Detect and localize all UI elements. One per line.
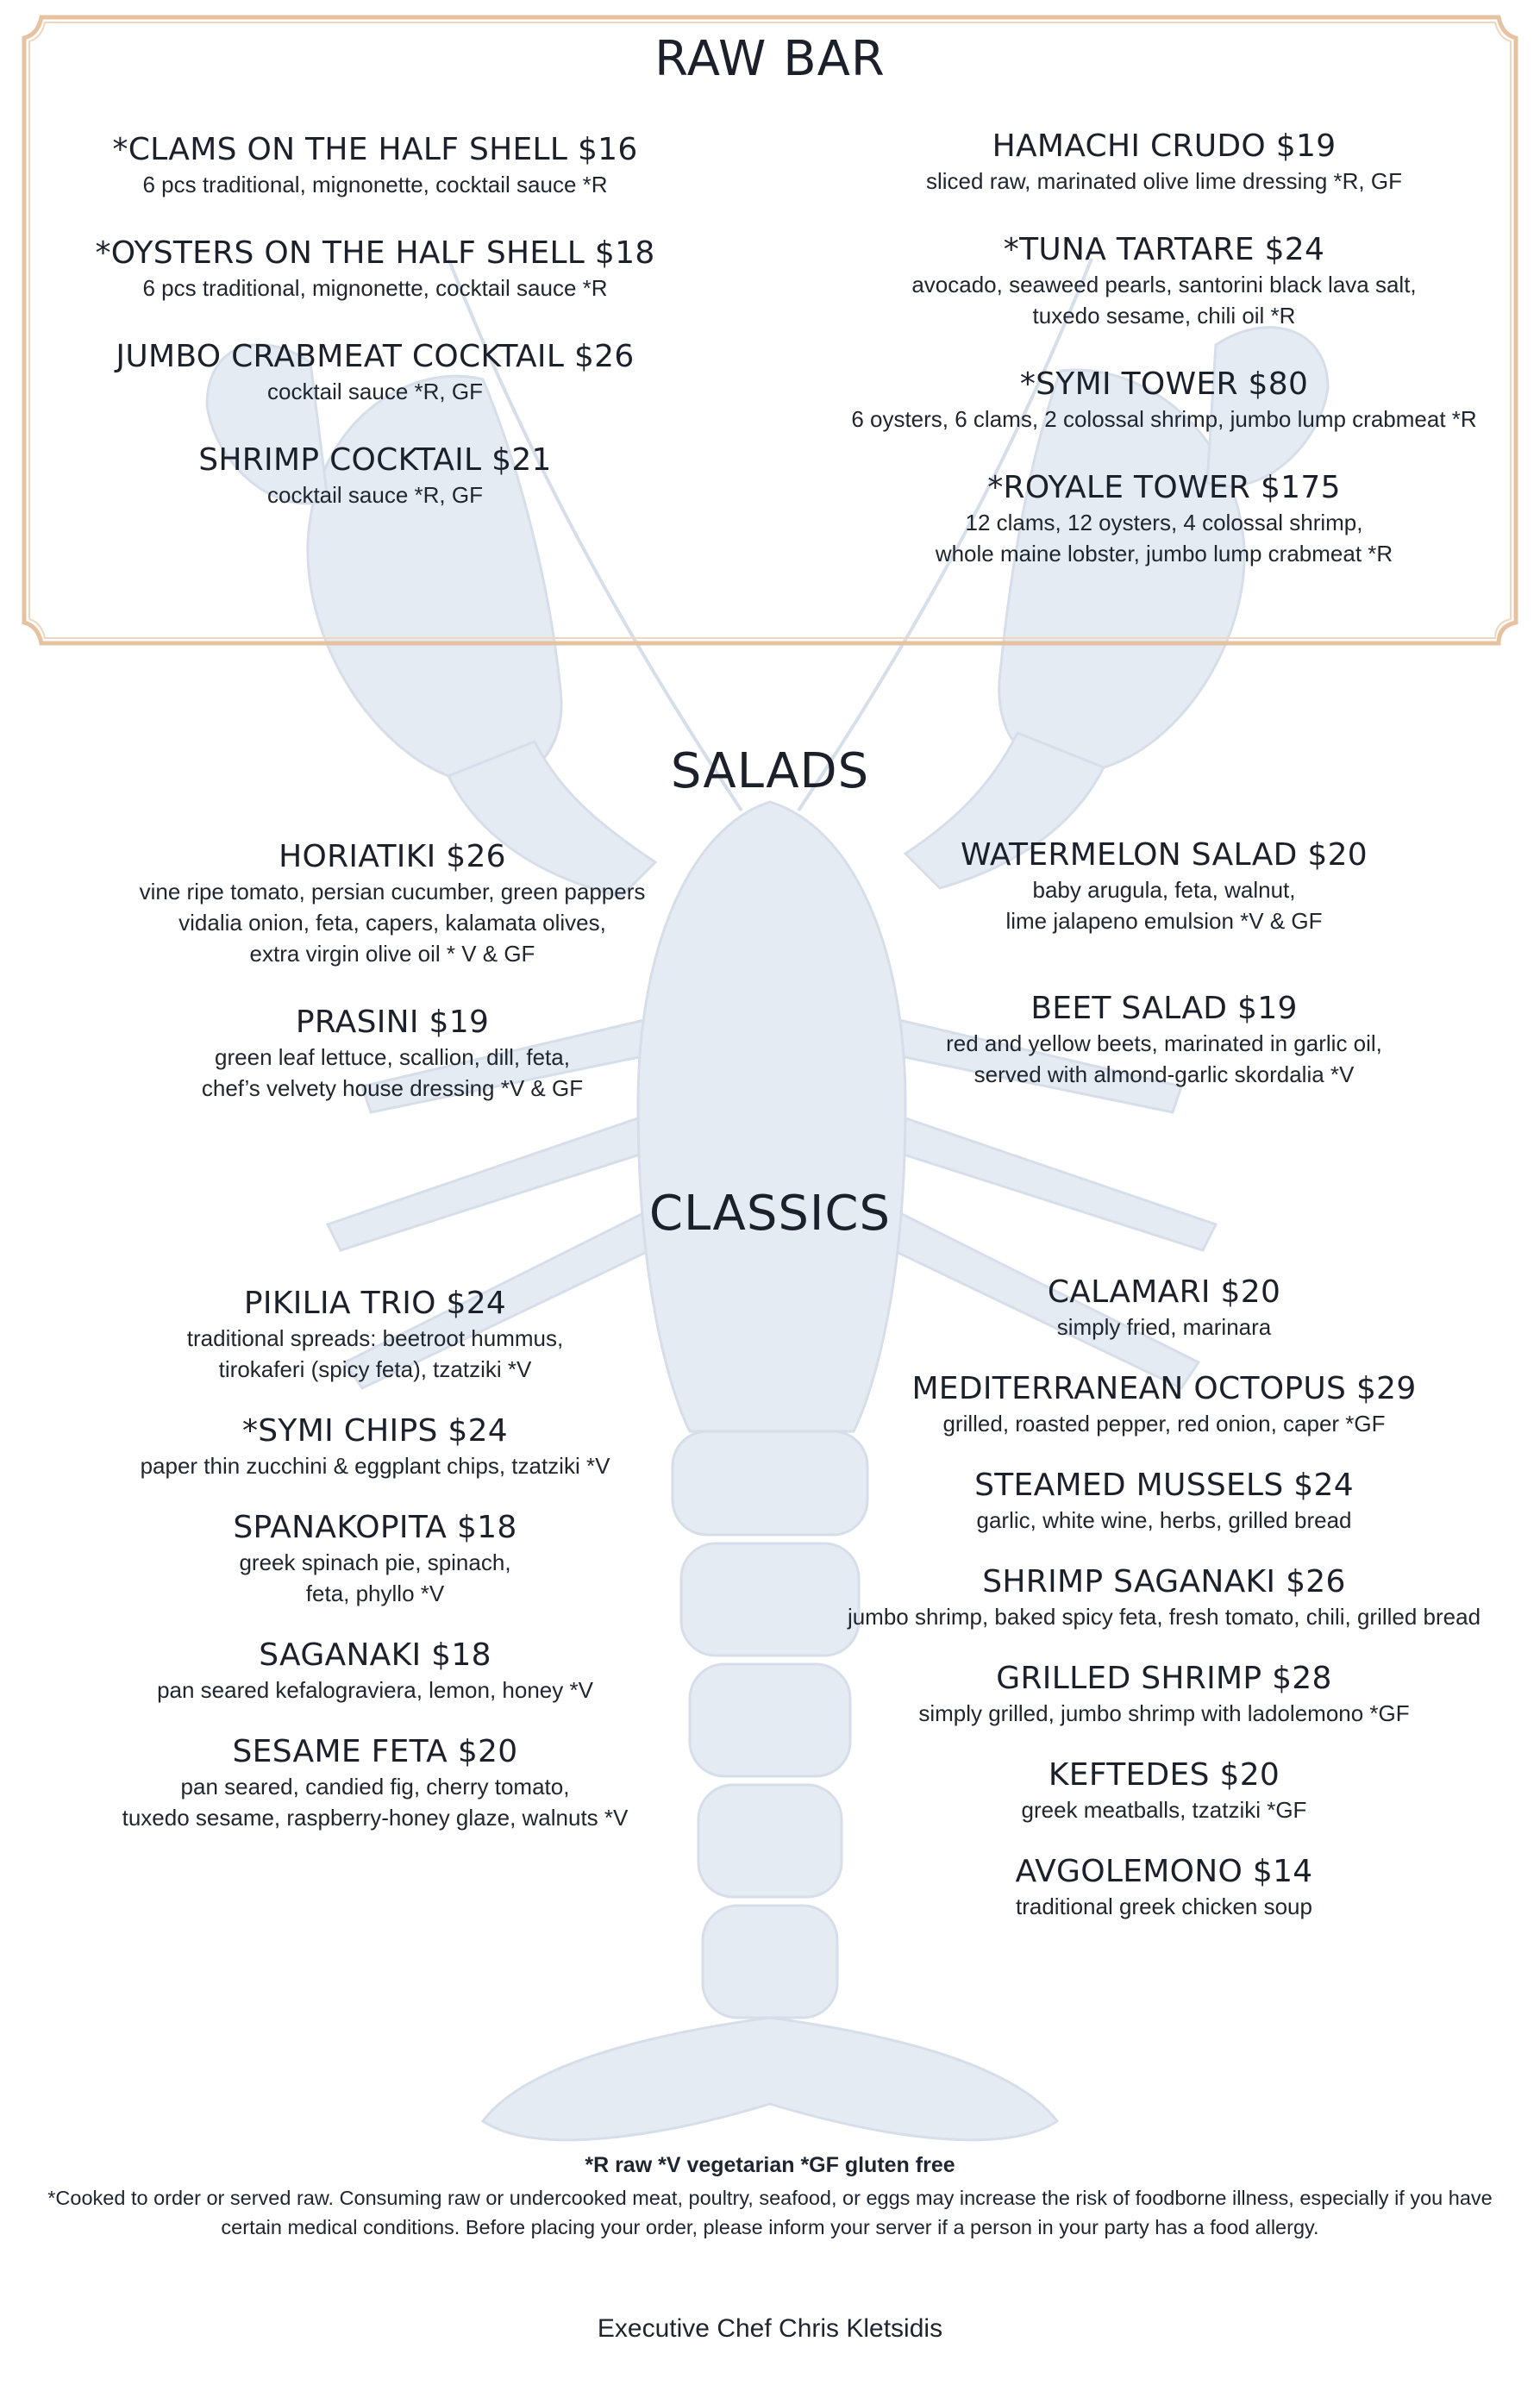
raw-bar-left-column bbox=[34, 131, 716, 545]
item-description: traditional greek chicken soup bbox=[1016, 1894, 1312, 1919]
item-name: SAGANAKI $18 bbox=[259, 1637, 491, 1673]
item-name: *SYMI TOWER $80 bbox=[1019, 366, 1309, 402]
menu-item bbox=[34, 1412, 716, 1481]
menu-item bbox=[34, 441, 716, 510]
classics-left-column bbox=[34, 1285, 716, 1861]
item-description: red and yellow beets, marinated in garlic oil, served with almond-garlic skordalia *V bbox=[946, 1030, 1382, 1087]
item-name: BEET SALAD $19 bbox=[1030, 991, 1298, 1026]
raw-bar-title: RAW BAR bbox=[654, 31, 886, 87]
raw-bar-right-column bbox=[819, 128, 1509, 604]
salads-right-column bbox=[828, 836, 1500, 1124]
item-name: PRASINI $19 bbox=[295, 1005, 490, 1040]
salads-left-column bbox=[86, 838, 698, 1138]
menu-item bbox=[819, 1756, 1509, 1825]
menu-item bbox=[819, 128, 1509, 197]
item-name: PIKILIA TRIO $24 bbox=[243, 1286, 507, 1321]
menu-item bbox=[34, 338, 716, 407]
item-description: pan seared kefalograviera, lemon, honey *V bbox=[157, 1677, 593, 1703]
item-description: greek spinach pie, spinach, feta, phyllo *V bbox=[239, 1549, 511, 1606]
classics-right-column bbox=[819, 1274, 1509, 1950]
item-description: grilled, roasted pepper, red onion, caper *GF bbox=[942, 1411, 1386, 1437]
item-name: SHRIMP SAGANAKI $26 bbox=[982, 1564, 1346, 1599]
item-description: 6 pcs traditional, mignonette, cocktail sauce *R bbox=[142, 172, 608, 197]
item-name: WATERMELON SALAD $20 bbox=[960, 837, 1368, 873]
item-description: sliced raw, marinated olive lime dressing *R, GF bbox=[926, 168, 1402, 194]
item-name: HORIATIKI $26 bbox=[279, 839, 506, 874]
item-description: 6 oysters, 6 clams, 2 colossal shrimp, jumbo lump crabmeat *R bbox=[851, 406, 1477, 432]
executive-chef-credit: Executive Chef Chris Kletsidis bbox=[597, 2314, 943, 2343]
item-name: *OYSTERS ON THE HALF SHELL $18 bbox=[95, 235, 655, 271]
item-description: baby arugula, feta, walnut, lime jalapeno emulsion *V & GF bbox=[1005, 877, 1323, 934]
item-name: AVGOLEMONO $14 bbox=[1015, 1854, 1313, 1889]
menu-item bbox=[34, 1733, 716, 1833]
item-description: vine ripe tomato, persian cucumber, green pappers vidalia onion, feta, capers, kalamata olives, extra virgin olive oil * V & GF bbox=[139, 879, 646, 967]
item-name: HAMACHI CRUDO $19 bbox=[992, 128, 1337, 164]
menu-item bbox=[819, 231, 1509, 331]
food-safety-disclaimer: *Cooked to order or served raw. Consuming raw or undercooked meat, poultry, seafood, or eggs may increase the risk of foodborne illness, especially if you have certain medical conditions. Before placing your order, please inform your server if a person in your party has a food allergy. bbox=[47, 2187, 1493, 2238]
item-description: simply fried, marinara bbox=[1056, 1314, 1272, 1340]
menu-item bbox=[819, 1274, 1509, 1343]
menu-item bbox=[819, 1563, 1509, 1632]
item-description: greek meatballs, tzatziki *GF bbox=[1021, 1797, 1307, 1823]
item-name: *SYMI CHIPS $24 bbox=[241, 1413, 508, 1449]
item-description: pan seared, candied fig, cherry tomato, tuxedo sesame, raspberry-honey glaze, walnuts *V bbox=[122, 1774, 629, 1831]
item-name: GRILLED SHRIMP $28 bbox=[996, 1661, 1332, 1696]
menu-item bbox=[819, 366, 1509, 435]
item-name: *TUNA TARTARE $24 bbox=[1003, 232, 1325, 267]
item-name: *CLAMS ON THE HALF SHELL $16 bbox=[112, 132, 638, 167]
item-name: STEAMED MUSSELS $24 bbox=[974, 1468, 1354, 1503]
item-name: SESAME FETA $20 bbox=[232, 1734, 518, 1769]
item-description: cocktail sauce *R, GF bbox=[267, 482, 483, 508]
item-description: 12 clams, 12 oysters, 4 colossal shrimp, whole maine lobster, jumbo lump crabmeat *R bbox=[935, 510, 1393, 567]
menu-item bbox=[86, 838, 698, 969]
item-description: green leaf lettuce, scallion, dill, feta, chef’s velvety house dressing *V & GF bbox=[201, 1044, 584, 1101]
item-name: SHRIMP COCKTAIL $21 bbox=[198, 442, 552, 478]
menu-item bbox=[828, 836, 1500, 936]
item-description: simply grilled, jumbo shrimp with ladolemono *GF bbox=[918, 1700, 1410, 1726]
menu-item bbox=[34, 1509, 716, 1609]
item-name: *ROYALE TOWER $175 bbox=[987, 470, 1341, 505]
item-description: cocktail sauce *R, GF bbox=[267, 379, 483, 404]
item-name: SPANAKOPITA $18 bbox=[233, 1510, 517, 1545]
menu-item bbox=[819, 1467, 1509, 1536]
item-description: garlic, white wine, herbs, grilled bread bbox=[976, 1507, 1352, 1533]
item-description: avocado, seaweed pearls, santorini black lava salt, tuxedo sesame, chili oil *R bbox=[911, 272, 1417, 329]
item-description: paper thin zucchini & eggplant chips, tzatziki *V bbox=[140, 1453, 610, 1479]
item-description: traditional spreads: beetroot hummus, tirokaferi (spicy feta), tzatziki *V bbox=[186, 1325, 564, 1382]
classics-title: CLASSICS bbox=[648, 1186, 892, 1242]
item-name: MEDITERRANEAN OCTOPUS $29 bbox=[911, 1371, 1417, 1406]
dietary-legend: *R raw *V vegetarian *GF gluten free bbox=[585, 2153, 955, 2177]
menu-item bbox=[86, 1004, 698, 1104]
menu-item bbox=[34, 1285, 716, 1385]
item-name: KEFTEDES $20 bbox=[1048, 1757, 1280, 1793]
menu-item bbox=[828, 990, 1500, 1090]
menu-item bbox=[819, 1370, 1509, 1439]
item-name: JUMBO CRABMEAT COCKTAIL $26 bbox=[116, 339, 635, 374]
item-description: jumbo shrimp, baked spicy feta, fresh tomato, chili, grilled bread bbox=[847, 1604, 1481, 1630]
menu-item bbox=[819, 1660, 1509, 1729]
item-name: CALAMARI $20 bbox=[1047, 1274, 1281, 1310]
menu-item bbox=[819, 469, 1509, 569]
salads-title: SALADS bbox=[670, 743, 870, 799]
menu-item bbox=[819, 1853, 1509, 1922]
item-description: 6 pcs traditional, mignonette, cocktail sauce *R bbox=[142, 275, 608, 301]
menu-item bbox=[34, 131, 716, 200]
menu-item bbox=[34, 235, 716, 304]
menu-item bbox=[34, 1637, 716, 1706]
